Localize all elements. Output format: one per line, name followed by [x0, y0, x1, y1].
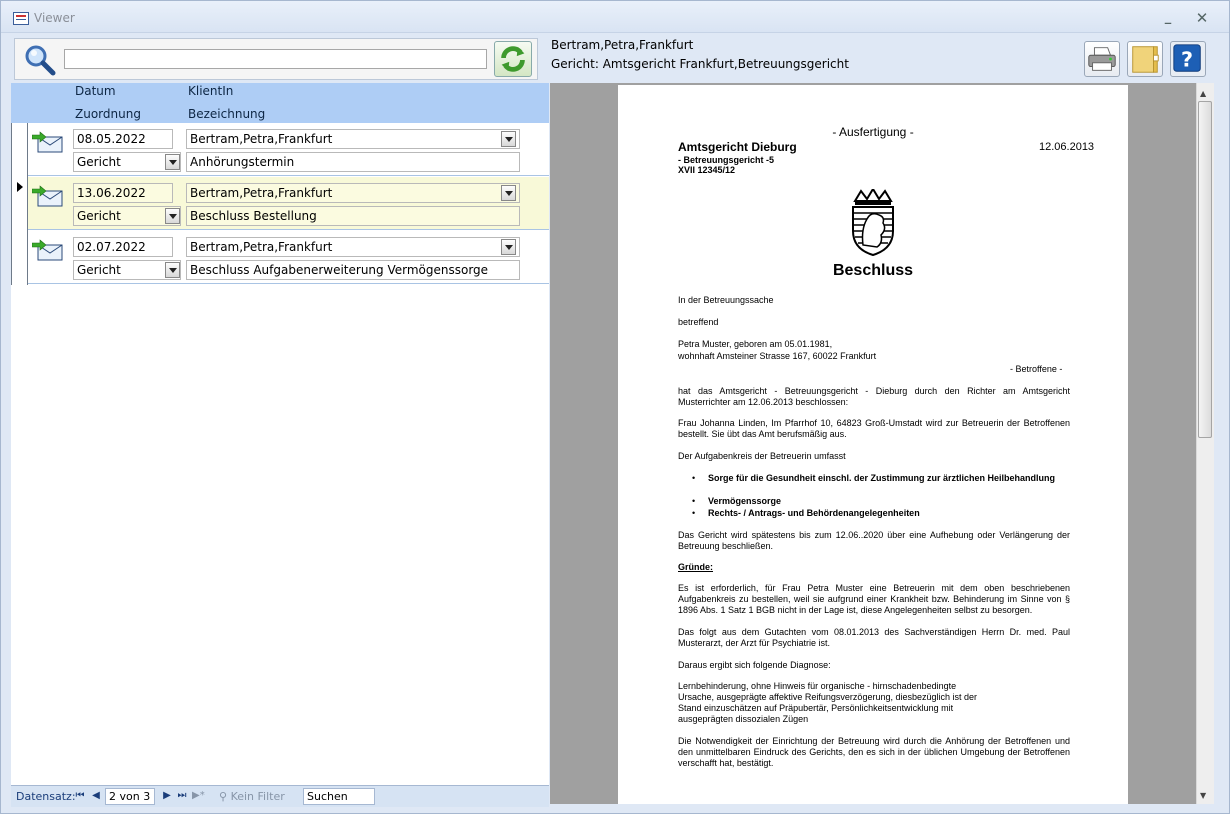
- magnifier-icon[interactable]: [23, 43, 57, 77]
- new-record-icon[interactable]: ▶*: [192, 790, 205, 801]
- list-header: [11, 83, 549, 123]
- record-selector[interactable]: [11, 231, 28, 285]
- doc-person-line1: Petra Muster, geboren am 05.01.1981,: [678, 339, 833, 349]
- search-bar: [14, 38, 538, 80]
- bullet-dot-icon: •: [692, 508, 696, 518]
- doc-diag2: Ursache, ausgeprägte affektive Reifungsverzögerung, diesbezüglich ist der: [678, 692, 978, 702]
- record-row[interactable]: [11, 123, 549, 176]
- folder-button[interactable]: [1127, 41, 1163, 77]
- doc-betroffene: - Betroffene -: [1010, 364, 1063, 374]
- doc-para3: Der Aufgabenkreis der Betreuerin umfasst: [678, 451, 846, 461]
- doc-heading: - Ausfertigung -: [832, 125, 914, 139]
- nav-search-input[interactable]: Suchen: [303, 788, 375, 805]
- document-page: [618, 85, 1128, 804]
- minimize-button[interactable]: _: [1164, 10, 1172, 25]
- doc-para1: hat das Amtsgericht - Betreuungsgericht - Dieburg durch den Richter am Amtsgericht Musterrichter am 12.06.2013 beschlossen:: [678, 386, 1070, 407]
- doc-para2: Frau Johanna Linden, Im Pfarrhof 10, 64823 Groß-Umstadt wird zur Betreuerin der Betroffenen bestellt. Sie übt das Amt berufsmäßig aus.: [678, 418, 1070, 439]
- document-court: Gericht: Amtsgericht Frankfurt,Betreuungsgericht: [551, 57, 849, 71]
- date-field[interactable]: 13.06.2022: [73, 183, 173, 203]
- scrollbar-thumb[interactable]: [1198, 101, 1212, 438]
- zuordnung-combo[interactable]: Gericht: [73, 152, 181, 172]
- record-list: [11, 123, 549, 785]
- date-field[interactable]: 08.05.2022: [73, 129, 173, 149]
- chevron-down-icon[interactable]: [165, 208, 180, 224]
- client-combo[interactable]: Bertram,Petra,Frankfurt: [186, 183, 520, 203]
- last-record-icon[interactable]: ⏭: [177, 790, 187, 801]
- document-client: Bertram,Petra,Frankfurt: [551, 38, 694, 52]
- column-klientin: KlientIn: [188, 84, 234, 98]
- help-button[interactable]: [1170, 41, 1206, 77]
- doc-para6: Das folgt aus dem Gutachten vom 08.01.2013 des Sachverständigen Herrn Dr. med. Paul Musterarzt, der Arzt für Psychiatrie ist.: [678, 627, 1070, 648]
- print-button[interactable]: [1084, 41, 1120, 77]
- doc-line-betreuungssache: In der Betreuungssache: [678, 295, 774, 305]
- mail-forward-icon[interactable]: [32, 239, 64, 261]
- date-field[interactable]: 02.07.2022: [73, 237, 173, 257]
- doc-bullet1: Sorge für die Gesundheit einschl. der Zustimmung zur ärztlichen Heilbehandlung: [708, 473, 1056, 483]
- doc-bullet3: Rechts- / Antrags- und Behördenangelegenheiten: [708, 508, 920, 518]
- chevron-down-icon[interactable]: [165, 154, 180, 170]
- title-bar: [1, 1, 1229, 33]
- column-bezeichnung: Bezeichnung: [188, 107, 266, 121]
- mail-forward-icon[interactable]: [32, 185, 64, 207]
- bezeichnung-field[interactable]: Anhörungstermin: [186, 152, 520, 172]
- document-viewer[interactable]: [550, 83, 1214, 804]
- record-position-field[interactable]: 2 von 3: [105, 788, 155, 805]
- chevron-down-icon[interactable]: [501, 131, 516, 147]
- next-record-icon[interactable]: ▶: [163, 790, 171, 801]
- column-zuordnung: Zuordnung: [75, 107, 141, 121]
- bullet-dot-icon: •: [692, 496, 696, 506]
- form-app-icon: [13, 12, 29, 25]
- client-combo[interactable]: Bertram,Petra,Frankfurt: [186, 129, 520, 149]
- coat-of-arms-icon: [847, 189, 899, 257]
- first-record-icon[interactable]: ⏮: [75, 790, 85, 801]
- record-row-current[interactable]: [11, 177, 549, 230]
- doc-date: 12.06.2013: [1039, 141, 1095, 153]
- record-selector[interactable]: [11, 177, 28, 231]
- filter-button[interactable]: ⚲ Kein Filter: [219, 790, 285, 803]
- doc-para5: Es ist erforderlich, für Frau Petra Muster eine Betreuerin mit dem oben beschriebenen Aufgabenkreis zu bestellen, weil sie aufgrund einer Krankheit bzw. Behinderung im Sinne von § 1896 Abs. 1 Satz 1 BGB nicht in der Lage ist, diese Angelegenheiten selbst zu besorgen.: [678, 583, 1070, 615]
- doc-gruende: Gründe:: [678, 562, 713, 572]
- filter-label: Kein Filter: [230, 790, 285, 803]
- chevron-down-icon[interactable]: [501, 239, 516, 255]
- refresh-icon: [495, 42, 531, 76]
- doc-court: Amtsgericht Dieburg: [678, 140, 797, 154]
- help-icon: [1171, 42, 1205, 76]
- current-record-pointer-icon: [17, 182, 23, 192]
- bullet-dot-icon: •: [692, 473, 696, 483]
- zuordnung-combo[interactable]: Gericht: [73, 260, 181, 280]
- window-title: Viewer: [34, 11, 75, 25]
- doc-title: Beschluss: [832, 262, 914, 279]
- doc-diag1: Lernbehinderung, ohne Hinweis für organische - hirnschadenbedingte: [678, 681, 957, 691]
- close-button[interactable]: ✕: [1195, 9, 1209, 27]
- record-row[interactable]: [11, 231, 549, 284]
- mail-forward-icon[interactable]: [32, 131, 64, 153]
- doc-court-sub: - Betreuungsgericht -5: [678, 155, 775, 165]
- doc-diag4: ausgeprägten dissozialen Zügen: [678, 714, 809, 724]
- scroll-down-icon[interactable]: ▼: [1200, 791, 1207, 800]
- scroll-up-icon[interactable]: ▲: [1200, 89, 1207, 98]
- prev-record-icon[interactable]: ◀: [92, 790, 100, 801]
- zuordnung-combo[interactable]: Gericht: [73, 206, 181, 226]
- bezeichnung-field[interactable]: Beschluss Bestellung: [186, 206, 520, 226]
- chevron-down-icon[interactable]: [165, 262, 180, 278]
- record-selector[interactable]: [11, 123, 28, 177]
- doc-para4: Das Gericht wird spätestens bis zum 12.06..2020 über eine Aufhebung oder Verlängerung der Betreuung beschließen.: [678, 530, 1070, 551]
- doc-person-line2: wohnhaft Amsteiner Strasse 167, 60022 Frankfurt: [678, 351, 877, 361]
- doc-para7: Daraus ergibt sich folgende Diagnose:: [678, 660, 831, 670]
- folder-icon: [1128, 42, 1162, 76]
- doc-para8: Die Notwendigkeit der Einrichtung der Betreuung wird durch die Anhörung der Betroffenen und den unmittelbaren Eindruck des Gerichts, den es sich in der üblichen Umgebung der Betroffenen verschafft hat, bestätigt.: [678, 736, 1070, 768]
- doc-file-number: XVII 12345/12: [678, 165, 736, 175]
- doc-diag3: Stand einzuschätzen auf Präpubertär, Persönlichkeitsentwicklung mit: [678, 703, 954, 713]
- refresh-button[interactable]: [494, 41, 532, 77]
- svg-text:?: ?: [1181, 47, 1194, 72]
- client-combo[interactable]: Bertram,Petra,Frankfurt: [186, 237, 520, 257]
- printer-icon: [1085, 42, 1119, 76]
- chevron-down-icon[interactable]: [501, 185, 516, 201]
- search-input[interactable]: [64, 49, 487, 69]
- doc-line-betreffend: betreffend: [678, 317, 719, 327]
- record-navigation-bar: [11, 785, 549, 807]
- bezeichnung-field[interactable]: Beschluss Aufgabenerweiterung Vermögenssorge: [186, 260, 520, 280]
- column-datum: Datum: [75, 84, 116, 98]
- doc-bullet2: Vermögenssorge: [708, 496, 782, 506]
- nav-label: Datensatz:: [16, 790, 76, 803]
